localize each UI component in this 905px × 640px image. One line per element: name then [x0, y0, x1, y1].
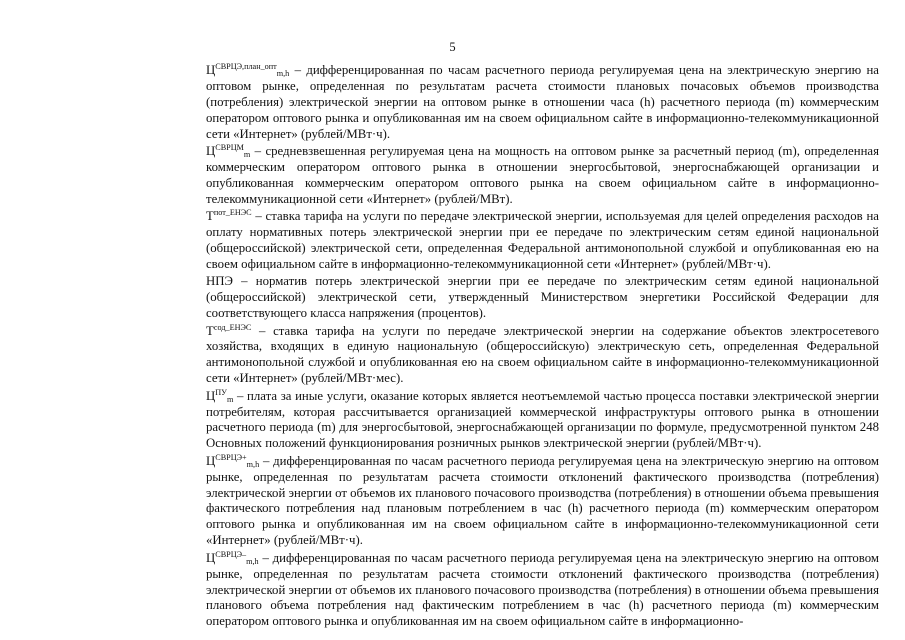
definitions-list: [206, 63, 879, 632]
symbol-base: Ц: [206, 550, 216, 565]
definition-paragraph: [206, 454, 879, 549]
formula-symbol: [206, 63, 289, 77]
definition-paragraph: [206, 63, 879, 143]
symbol-subscript: m,h: [246, 556, 259, 566]
formula-symbol: [206, 551, 259, 565]
symbol-superscript: пот_ЕНЭС: [213, 208, 252, 218]
definition-paragraph: [206, 274, 879, 322]
formula-symbol: [206, 324, 251, 338]
formula-symbol: [206, 454, 259, 468]
definition-text: – ставка тарифа на услуги по передаче электрической энергии на содержание объектов электросетевого хозяйства, входящих в единую национальную (общероссийскую) электрическую сеть, определенная Федеральной антимонопольной службой и опубликованная ею на своем официальном сайте в информационно-телекоммуникационной сети «Интернет» (рублей/МВт·мес).: [206, 323, 879, 386]
definition-paragraph: [206, 551, 879, 631]
definition-text: – дифференцированная по часам расчетного периода регулируемая цена на электрическую энергию на оптовом рынке, определенная по результатам расчета стоимости плановых почасовых объемов производства (потребления) электрической энергии на оптовом рынке в отношении часа (h) расчетного периода (m) коммерческим оператором оптового рынка и опубликованная им на своем официальном сайте в информационно-телекоммуникационной сети «Интернет» (рублей/МВт·ч).: [206, 63, 879, 141]
definition-paragraph: [206, 144, 879, 208]
symbol-base: Т: [206, 209, 214, 224]
definition-text: – плата за иные услуги, оказание которых является неотъемлемой частью процесса поставки электрической энергии потребителям, которая рассчитывается организацией коммерческой инфраструктуры оптового рынка в отношении расчетного периода (m) для энергосбытовой, энергоснабжающей организации по формуле, предусмотренной пунктом 248 Основных положений функционирования розничных рынков электрической энергии (рублей/МВт·ч).: [206, 388, 879, 451]
symbol-base: Ц: [206, 453, 216, 468]
symbol-subscript: m: [243, 150, 251, 160]
symbol-subscript: m,h: [246, 459, 260, 469]
symbol-base: Ц: [206, 388, 216, 403]
symbol-superscript: СВРЦЭ–: [215, 549, 247, 559]
symbol-superscript: СВРЦМ: [215, 143, 244, 153]
symbol-superscript: СВРЦЭ+: [215, 452, 247, 462]
definition-paragraph: [206, 209, 879, 273]
page-number: 5: [449, 40, 456, 54]
definition-text: – дифференцированная по часам расчетного периода регулируемая цена на электрическую энергию на оптовом рынке, определенная по результатам расчета стоимости отклонений фактического производства (потребления) электрической энергии от объемов их планового почасового производства (потребления) в отношении объема превышения фактического потребления над плановым потреблением в час (h) расчетного периода (m) коммерческим оператором оптового рынка и опубликованная им на своем официальном сайте в информационно-телекоммуникационной сети «Интернет» (рублей/МВт·ч).: [206, 453, 879, 548]
symbol-base: Т: [206, 323, 214, 338]
formula-symbol: [206, 209, 252, 223]
symbol-subscript: m: [226, 394, 234, 404]
definition-paragraph: [206, 389, 879, 453]
formula-symbol: [206, 144, 250, 158]
definition-text: – норматив потерь электрической энергии при ее передаче по электрическим сетям единой национальной (общероссийской) электрической сети, утвержденный Министерством энергетики Российской Федерации для соответствующего класса напряжения (процентов).: [206, 274, 879, 321]
symbol-base: Ц: [206, 63, 216, 77]
symbol-base: НПЭ: [206, 274, 233, 289]
symbol-base: Ц: [206, 144, 216, 159]
symbol-superscript: СВРЦЭ,план_опт: [215, 62, 277, 71]
definition-text: – средневзвешенная регулируемая цена на мощность на оптовом рынке за расчетный период (m), определенная коммерческим оператором оптового рынка в отношении энергосбытовой, энергоснабжающей организации и опубликованная коммерческим оператором оптового рынка на своем официальном сайте в информационно-телекоммуникационной сети «Интернет» (рублей/МВт).: [206, 144, 879, 206]
symbol-superscript: ПУ: [215, 387, 227, 397]
definition-paragraph: [206, 324, 879, 388]
definition-text: – ставка тарифа на услуги по передаче электрической энергии, используемая для целей определения расходов на оплату нормативных потерь электрической энергии при ее передаче по электрическим сетям единой национальной (общероссийской) электрической сети, определенная Федеральной антимонопольной службой и опубликованная ею на своем официальном сайте в информационно-телекоммуникационной сети «Интернет» (рублей/МВт·ч).: [206, 209, 879, 271]
symbol-subscript: m,h: [276, 69, 290, 78]
symbol-superscript: сод_ЕНЭС: [213, 322, 252, 332]
definition-text: – дифференцированная по часам расчетного периода регулируемая цена на электрическую энергию на оптовом рынке, определенная по результатам расчета стоимости отклонений фактического производства (потребления) электрической энергии от объемов их планового почасового производства (потребления) в отношении объема превышения планового объема потребления над фактическим потреблением в час (h) расчетного периода (m) коммерческим оператором оптового рынка и опубликованная им на своем официальном сайте в информационно-: [206, 550, 879, 629]
formula-symbol: [206, 274, 233, 288]
formula-symbol: [206, 389, 233, 403]
